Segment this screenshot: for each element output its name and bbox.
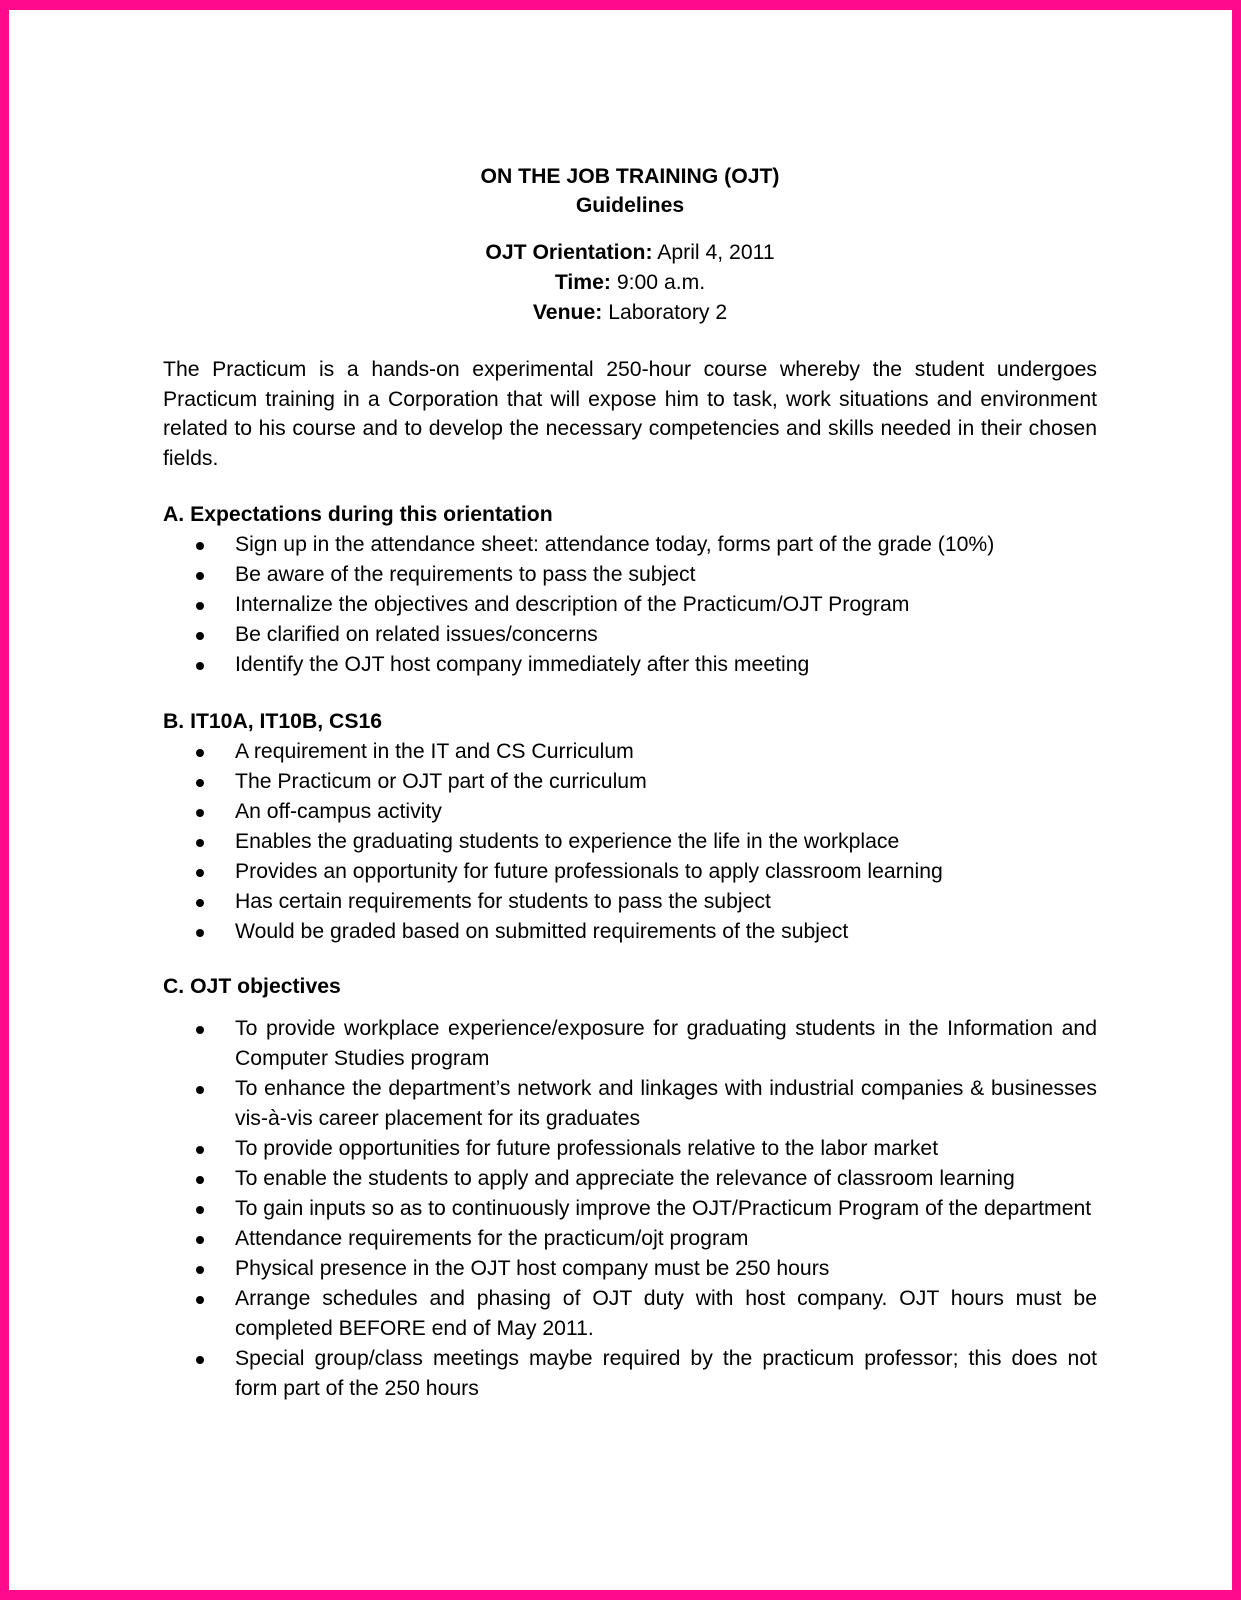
- list-item: [163, 590, 1097, 620]
- bullet-icon: [196, 1356, 204, 1364]
- list-item-text: Attendance requirements for the practicum/ojt program: [235, 1227, 749, 1250]
- list-item-text: A requirement in the IT and CS Curriculum: [235, 740, 634, 763]
- bullet-icon: [196, 1146, 204, 1154]
- document-content: [163, 162, 1097, 1404]
- list-item-text: Would be graded based on submitted requirements of the subject: [235, 920, 849, 943]
- bullet-icon: [196, 632, 204, 640]
- list-item: [163, 1344, 1097, 1404]
- list-item: [163, 887, 1097, 917]
- bullet-icon: [196, 1236, 204, 1244]
- section-a-list: [163, 530, 1097, 680]
- list-item-text: Be clarified on related issues/concerns: [235, 623, 598, 646]
- list-item: [163, 1074, 1097, 1134]
- orientation-venue-label: Venue:: [532, 301, 603, 324]
- orientation-venue-value: Laboratory 2: [602, 301, 728, 324]
- orientation-time-line: [163, 268, 1097, 298]
- bullet-icon: [196, 1176, 204, 1184]
- list-item: [163, 620, 1097, 650]
- list-item-text: Special group/class meetings maybe required by the practicum professor; this does not form part of the 250 hours: [235, 1347, 1097, 1400]
- bullet-icon: [196, 1026, 204, 1034]
- list-item: [163, 650, 1097, 680]
- section-a-heading: A. Expectations during this orientation: [163, 503, 553, 526]
- orientation-time-label: Time:: [554, 271, 611, 294]
- list-item-text: Physical presence in the OJT host company must be 250 hours: [235, 1257, 830, 1280]
- list-item-text: The Practicum or OJT part of the curriculum: [235, 770, 647, 793]
- list-item: [163, 1254, 1097, 1284]
- list-item: [163, 1014, 1097, 1074]
- orientation-details: [163, 238, 1097, 328]
- document-subtitle: Guidelines: [575, 194, 685, 217]
- bullet-icon: [196, 1296, 204, 1304]
- intro-paragraph: The Practicum is a hands-on experimental 250-hour course whereby the student undergoes Practicum training in a Corporation that will expose him to task, work situations and environment related to his course and to develop the necessary competencies and skills needed in their chosen fields.: [163, 358, 1097, 470]
- list-item: [163, 737, 1097, 767]
- list-item-text: Provides an opportunity for future professionals to apply classroom learning: [235, 860, 943, 883]
- list-item-text: To provide opportunities for future professionals relative to the labor market: [235, 1137, 939, 1160]
- list-item: [163, 857, 1097, 887]
- list-item: [163, 560, 1097, 590]
- list-item-text: Sign up in the attendance sheet: attendance today, forms part of the grade (10%): [235, 533, 995, 556]
- list-item: [163, 1134, 1097, 1164]
- list-item-text: Be aware of the requirements to pass the subject: [235, 563, 696, 586]
- list-item-text: Has certain requirements for students to pass the subject: [235, 890, 771, 913]
- orientation-date-label: OJT Orientation:: [485, 241, 653, 264]
- list-item-text: Arrange schedules and phasing of OJT duty with host company. OJT hours must be completed BEFORE end of May 2011.: [235, 1287, 1097, 1340]
- list-item: [163, 827, 1097, 857]
- list-item: [163, 1284, 1097, 1344]
- list-item: [163, 1164, 1097, 1194]
- list-item-text: Internalize the objectives and description of the Practicum/OJT Program: [235, 593, 910, 616]
- bullet-icon: [196, 602, 204, 610]
- section-c-list: [163, 1014, 1097, 1404]
- bullet-icon: [196, 662, 204, 670]
- bullet-icon: [196, 929, 204, 937]
- list-item: [163, 1224, 1097, 1254]
- list-item-text: Enables the graduating students to experience the life in the workplace: [235, 830, 900, 853]
- bullet-icon: [196, 899, 204, 907]
- list-item: [163, 767, 1097, 797]
- document-title: ON THE JOB TRAINING (OJT): [480, 165, 780, 188]
- orientation-date-value: April 4, 2011: [652, 241, 775, 264]
- list-item: [163, 1194, 1097, 1224]
- bullet-icon: [196, 869, 204, 877]
- bullet-icon: [196, 572, 204, 580]
- list-item: [163, 530, 1097, 560]
- section-b-heading: B. IT10A, IT10B, CS16: [163, 710, 383, 733]
- list-item-text: To enhance the department’s network and linkages with industrial companies & businesses vis-à-vis career placement for its graduates: [235, 1077, 1097, 1130]
- bullet-icon: [196, 749, 204, 757]
- list-item: [163, 797, 1097, 827]
- list-item-text: To provide workplace experience/exposure for graduating students in the Information and Computer Studies program: [235, 1017, 1097, 1070]
- bullet-icon: [196, 839, 204, 847]
- bullet-icon: [196, 779, 204, 787]
- bullet-icon: [196, 1206, 204, 1214]
- list-item: [163, 917, 1097, 947]
- section-c-heading: C. OJT objectives: [163, 975, 341, 998]
- bullet-icon: [196, 1086, 204, 1094]
- orientation-date-line: [163, 238, 1097, 268]
- list-item-text: An off-campus activity: [235, 800, 442, 823]
- bullet-icon: [196, 809, 204, 817]
- section-b-list: [163, 737, 1097, 947]
- list-item-text: Identify the OJT host company immediately after this meeting: [235, 653, 810, 676]
- bullet-icon: [196, 1266, 204, 1274]
- orientation-time-value: 9:00 a.m.: [610, 271, 706, 294]
- list-item-text: To enable the students to apply and appreciate the relevance of classroom learning: [235, 1167, 1015, 1190]
- bullet-icon: [196, 542, 204, 550]
- list-item-text: To gain inputs so as to continuously improve the OJT/Practicum Program of the department: [235, 1197, 1092, 1220]
- orientation-venue-line: [163, 298, 1097, 328]
